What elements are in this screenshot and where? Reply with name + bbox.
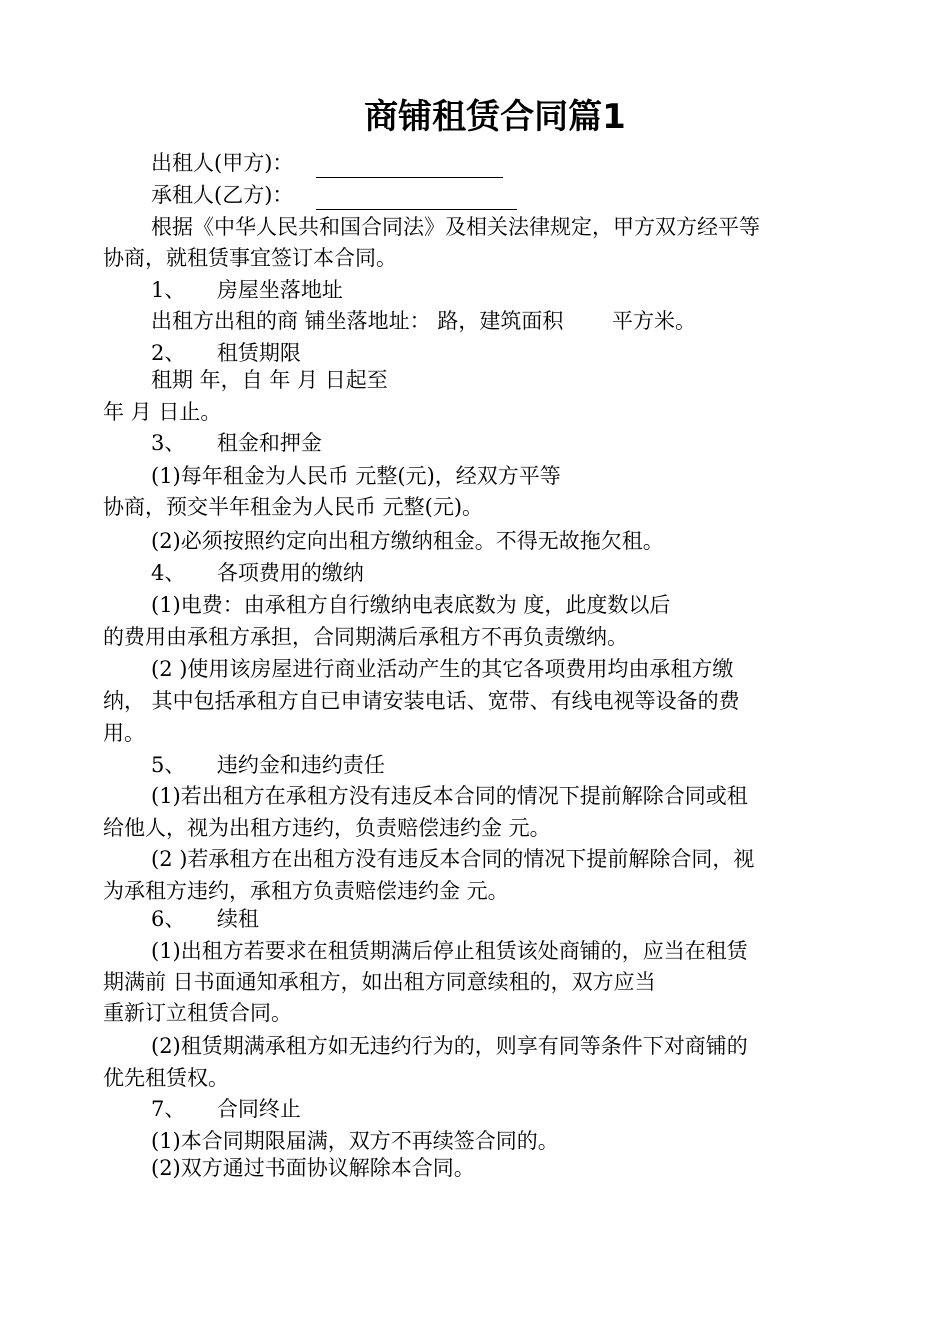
paragraph-line: (1)每年租金为人民币 元整(元)，经双方平等 [151, 464, 561, 488]
paragraph-line: 协商，就租赁事宜签订本合同。 [103, 246, 397, 270]
paragraph-line: 的费用由承租方承担，合同期满后承租方不再负责缴纳。 [103, 625, 628, 649]
lessor-label: 出租人(甲方)： [151, 151, 294, 175]
paragraph-line: 给他人，视为出租方违约，负责赔偿违约金 元。 [103, 816, 551, 840]
section-heading-1: 1、 房屋坐落地址 [151, 278, 343, 302]
lessee-line [151, 180, 293, 210]
section-heading-4: 4、 各项费用的缴纳 [151, 561, 364, 585]
paragraph-line: 根据《中华人民共和国合同法》及相关法律规定，甲方双方经平等 [151, 215, 760, 239]
lessor-blank [316, 148, 503, 178]
paragraph-line: 协商，预交半年租金为人民币 元整(元)。 [103, 495, 484, 519]
paragraph-line: (1)电费：由承租方自行缴纳电表底数为 度，此度数以后 [151, 593, 671, 617]
section-heading-3: 3、 租金和押金 [151, 431, 322, 455]
paragraph-line: 期满前 日书面通知承租方，如出租方同意续租的，双方应当 [103, 970, 656, 994]
paragraph-line: 年 月 日止。 [103, 400, 222, 424]
paragraph-line: 出租方出租的商 铺坐落地址： 路，建筑面积 平方米。 [151, 309, 697, 333]
paragraph-line: (1)本合同期限届满，双方不再续签合同的。 [151, 1129, 559, 1153]
paragraph-line: (2)必须按照约定向出租方缴纳租金。不得无故拖欠租。 [151, 529, 664, 553]
paragraph-line: 用。 [103, 721, 145, 745]
paragraph-line: (1)若出租方在承租方没有违反本合同的情况下提前解除合同或租 [151, 784, 748, 808]
paragraph-line: (2 )若承租方在出租方没有违反本合同的情况下提前解除合同，视 [151, 847, 755, 871]
section-heading-6: 6、 续租 [151, 907, 259, 931]
paragraph-line: 为承租方违约，承租方负责赔偿违约金 元。 [103, 879, 509, 903]
paragraph-line: (2)租赁期满承租方如无违约行为的，则享有同等条件下对商铺的 [151, 1034, 748, 1058]
paragraph-line: 租期 年，自 年 月 日起至 [151, 368, 388, 392]
paragraph-line: 重新订立租赁合同。 [103, 1001, 292, 1025]
document-title: 商铺租赁合同篇1 [364, 97, 626, 137]
section-heading-7: 7、 合同终止 [151, 1097, 301, 1121]
paragraph-line: 优先租赁权。 [103, 1066, 229, 1090]
paragraph-line: (2)双方通过书面协议解除本合同。 [151, 1156, 475, 1180]
paragraph-line: 纳， 其中包括承租方自已申请安装电话、宽带、有线电视等设备的费 [103, 689, 740, 713]
lessor-line [151, 148, 293, 178]
lessee-label: 承租人(乙方)： [151, 183, 294, 207]
lessee-blank [316, 180, 517, 210]
section-heading-2: 2、 租赁期限 [151, 341, 301, 365]
paragraph-line: (2 )使用该房屋进行商业活动产生的其它各项费用均由承租方缴 [151, 657, 734, 681]
paragraph-line: (1)出租方若要求在租赁期满后停止租赁该处商铺的，应当在租赁 [151, 939, 748, 963]
section-heading-5: 5、 违约金和违约责任 [151, 753, 385, 777]
